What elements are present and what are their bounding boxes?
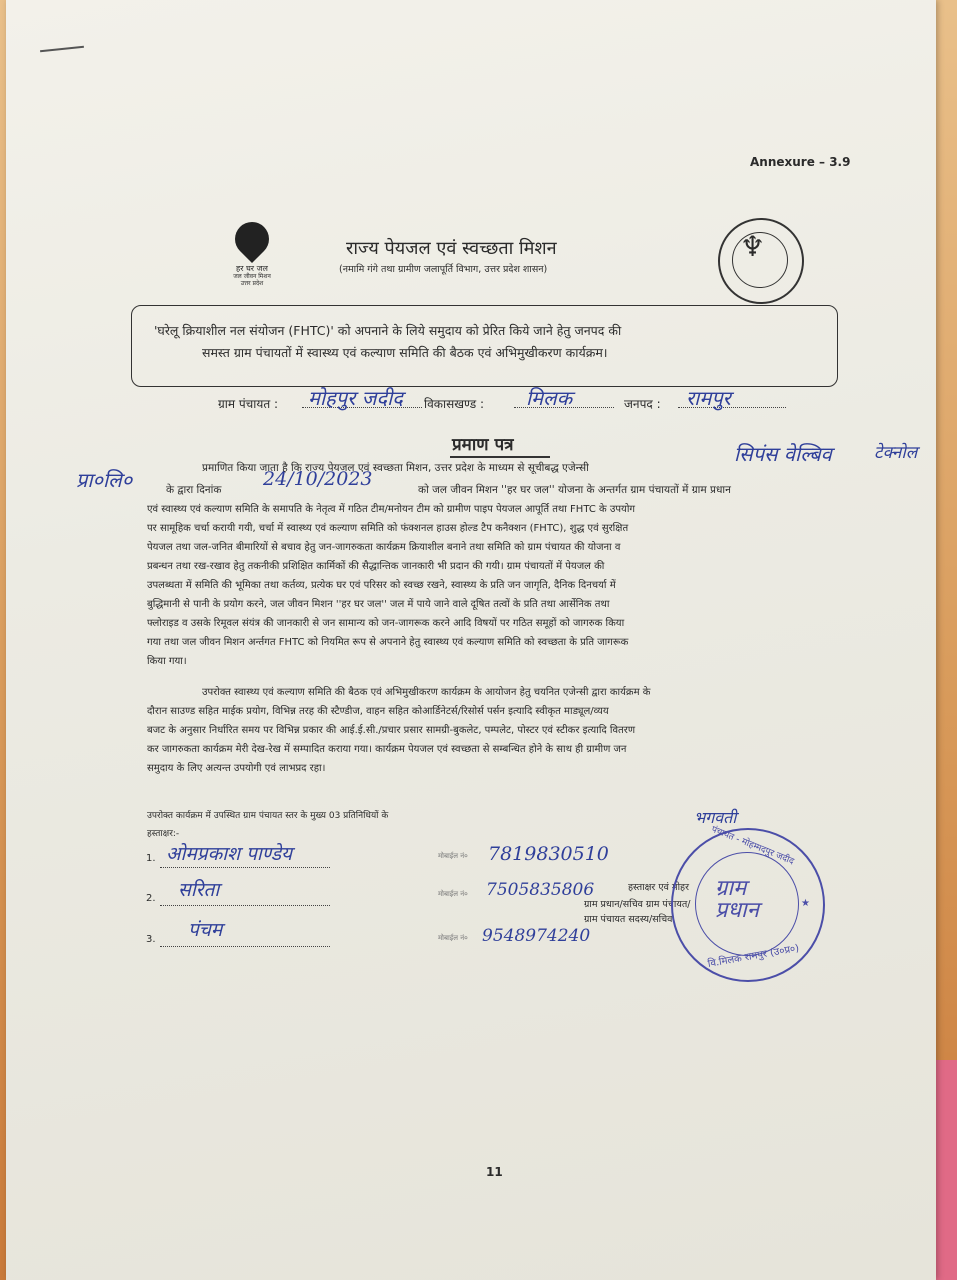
- mobile-label: मोबाईल नं०: [438, 890, 468, 898]
- programme-line1: 'घरेलू क्रियाशील नल संयोजन (FHTC)' को अपनाने के लिये समुदाय को प्रेरित किये जाने हेतु जनपद की: [154, 323, 622, 338]
- sign-and-seal-label: हस्ताक्षर एवं मोहर: [628, 882, 689, 893]
- para1-line: गया तथा जल जीवन मिशन अर्न्तगत FHTC को नियमित रूप से अपनाने हेतु स्वास्थ्य एवं कल्याण समिति को स्वच्छता के प्रति जागरूक: [147, 637, 629, 648]
- para2-line: उपरोक्त स्वास्थ्य एवं कल्याण समिति की बैठक एवं अभिमुखीकरण कार्यक्रम के आयोजन हेतु चयनित एजेन्सी द्वारा कार्यक्रम के: [202, 687, 651, 698]
- stamp-center-line2: प्रधान: [715, 898, 759, 923]
- logo-line1: हर घर जल: [236, 264, 268, 273]
- para1-line: उपलब्धता में समिति की भूमिका तथा कर्तव्य, प्रत्येक घर एवं परिसर को स्वच्छ रखने, स्वास्थ्य के प्रति जन जागृति, दैनिक दिनचर्या में: [147, 580, 616, 591]
- gram-pradhan-stamp: [671, 824, 825, 982]
- org-title: राज्य पेयजल एवं स्वच्छता मिशन: [346, 238, 557, 259]
- stamp-bottom-text: वि.मिलक रामपुर (उ०प्र०): [707, 943, 801, 970]
- agency-suffix-handwritten: टेक्नोल: [874, 443, 918, 463]
- para1-line: बुद्धिमानी से पानी के प्रयोग करने, जल जीवन मिशन ''हर घर जल'' जल में पाये जाने वाले दूषित तत्वों के प्रति तथा आर्सेनिक तथा: [147, 599, 610, 610]
- star-icon: ★: [801, 898, 810, 909]
- signatory-dotline: [160, 946, 330, 947]
- signatory-number: 1.: [146, 853, 156, 864]
- block-label: विकासखण्ड :: [424, 397, 485, 411]
- para1-line: फ्लोराइड व उसके रिमूवल संयंत्र की जानकारी से जन सामान्य को जन-जागरूक करने आदि विषयों पर गठित समूहों को जागरुक किया: [147, 618, 625, 629]
- para2-line: बजट के अनुसार निर्धारित समय पर विभिन्न प्रकार की आई.ई.सी./प्रचार प्रसार सामग्री-बुकलेट, पम्पलेट, पोस्टर एवं स्टीकर इत्यादि वितरण: [147, 725, 636, 736]
- water-drop-icon: [228, 215, 276, 263]
- har-ghar-jal-logo: [212, 222, 292, 292]
- signatory-name: सरिता: [178, 879, 220, 901]
- stamp-center-line1: ग्राम: [715, 876, 747, 901]
- logo-line2: जल जीवन मिशन: [233, 273, 271, 280]
- pen-mark: [40, 46, 84, 53]
- block-value: मिलक: [526, 386, 573, 410]
- logo-line3: उत्तर प्रदेश: [240, 280, 264, 287]
- annexure-label: Annexure – 3.9: [750, 155, 851, 169]
- certificate-underline: [450, 456, 550, 458]
- signatory-mobile: 9548974240: [482, 926, 591, 946]
- district-value: रामपुर: [686, 386, 731, 410]
- signatory-mobile: 7819830510: [488, 843, 609, 865]
- gram-panchayat-value: मोहपुर जदीद: [308, 386, 403, 410]
- stamp-center: [715, 878, 759, 922]
- document-page: [6, 0, 936, 1280]
- para1-line: पर सामूहिक चर्चा करायी गयी, चर्चा में स्वास्थ्य एवं कल्याण समिति को फंक्शनल हाउस होल्ड टैप कनैक्शन (FHTC), शुद्ध एवं सुरक्षित: [147, 523, 629, 534]
- signatory-number: 2.: [146, 893, 156, 904]
- page-number: 11: [486, 1165, 503, 1179]
- mobile-label: मोबाईल नं०: [438, 934, 468, 942]
- para2-line: कर जागरुकता कार्यक्रम मेरी देख-रेख में सम्पादित कराया गया। कार्यक्रम पेयजल एवं स्वच्छता से सम्बन्धित होने के साथ ही ग्रामीण जन: [147, 744, 627, 755]
- para1-line: प्रबन्धन तथा रख-रखाव हेतु तकनीकी प्रशिक्षित कार्मिकों की सैद्धान्तिक जानकारी भी प्रदान की गयी। ग्राम पंचायतों में पेयजल की: [147, 561, 605, 572]
- stamp-top-text: पंचायत - मोहम्मदपुर जदीद: [709, 824, 796, 868]
- pradhan-signature: भगवती: [694, 808, 737, 827]
- para1-line: के द्वारा दिनांक: [166, 484, 222, 496]
- agency-name-handwritten: सिपंस वेल्बिव: [734, 442, 832, 466]
- para1-line: एवं स्वास्थ्य एवं कल्याण समिति के समापति के नेतृत्व में गठित टीम/मनोयन टीम को ग्रामीण पाइप पेयजल आपूर्ति तथा FHTC के उपयोग: [147, 504, 636, 515]
- para1-line: प्रमाणित किया जाता है कि राज्य पेयजल एवं स्वच्छता मिशन, उत्तर प्रदेश के माध्यम से सूचीबद्ध एजेन्सी: [202, 462, 589, 474]
- signatory-number: 3.: [146, 934, 156, 945]
- gram-panchayat-label: ग्राम पंचायत :: [218, 397, 279, 411]
- district-label: जनपद :: [624, 397, 661, 411]
- para1-line: किया गया।: [147, 656, 187, 667]
- pradhan-role-line2: ग्राम पंचायत सदस्य/सचिव: [584, 914, 673, 925]
- agency-prefix-handwritten: प्रा०लि०: [76, 468, 133, 492]
- signatory-name: पंचम: [188, 919, 223, 941]
- para1-line: को जल जीवन मिशन ''हर घर जल'' योजना के अन्तर्गत ग्राम पंचायतों में ग्राम प्रधान: [418, 484, 731, 496]
- programme-line2: समस्त ग्राम पंचायतों में स्वास्थ्य एवं कल्याण समिति की बैठक एवं अभिमुखीकरण कार्यक्रम।: [202, 345, 608, 360]
- certificate-title: प्रमाण पत्र: [452, 435, 514, 455]
- para1-line: पेयजल तथा जल-जनित बीमारियों से बचाव हेतु जन-जागरुकता कार्यक्रम क्रियाशील बनाने तथा समिति को ग्राम पंचायत की योजना व: [147, 542, 621, 553]
- signatories-heading: हस्ताक्षर:-: [147, 829, 180, 839]
- para2-line: समुदाय के लिए अत्यन्त उपयोगी एवं लाभप्रद रहा।: [147, 763, 326, 774]
- signatory-dotline: [160, 905, 330, 906]
- mobile-label: मोबाईल नं०: [438, 852, 468, 860]
- signatory-name: ओमप्रकाश पाण्डेय: [166, 843, 293, 865]
- signatory-dotline: [160, 867, 330, 868]
- pradhan-role-line1: ग्राम प्रधान/सचिव ग्राम पंचायत/: [584, 899, 691, 910]
- para2-line: दौरान साउण्ड सहित माईक प्रयोग, विभिन्न तरह की स्टैण्डीज, वाहन सहित कोआर्डिनेटर्स/रिसोर्स पर्सन इत्यादि स्वीकृत माड्यूल/व्यय: [147, 706, 609, 717]
- org-subtitle: (नमामि गंगे तथा ग्रामीण जलापूर्ति विभाग, उत्तर प्रदेश शासन): [339, 264, 548, 275]
- signatories-heading: उपरोक्त कार्यक्रम में उपस्थित ग्राम पंचायत स्तर के मुख्य 03 प्रतिनिधियों के: [147, 811, 389, 821]
- signatory-mobile: 7505835806: [486, 880, 595, 900]
- up-government-seal-icon: ♆: [718, 218, 804, 304]
- date-handwritten: 24/10/2023: [263, 468, 373, 490]
